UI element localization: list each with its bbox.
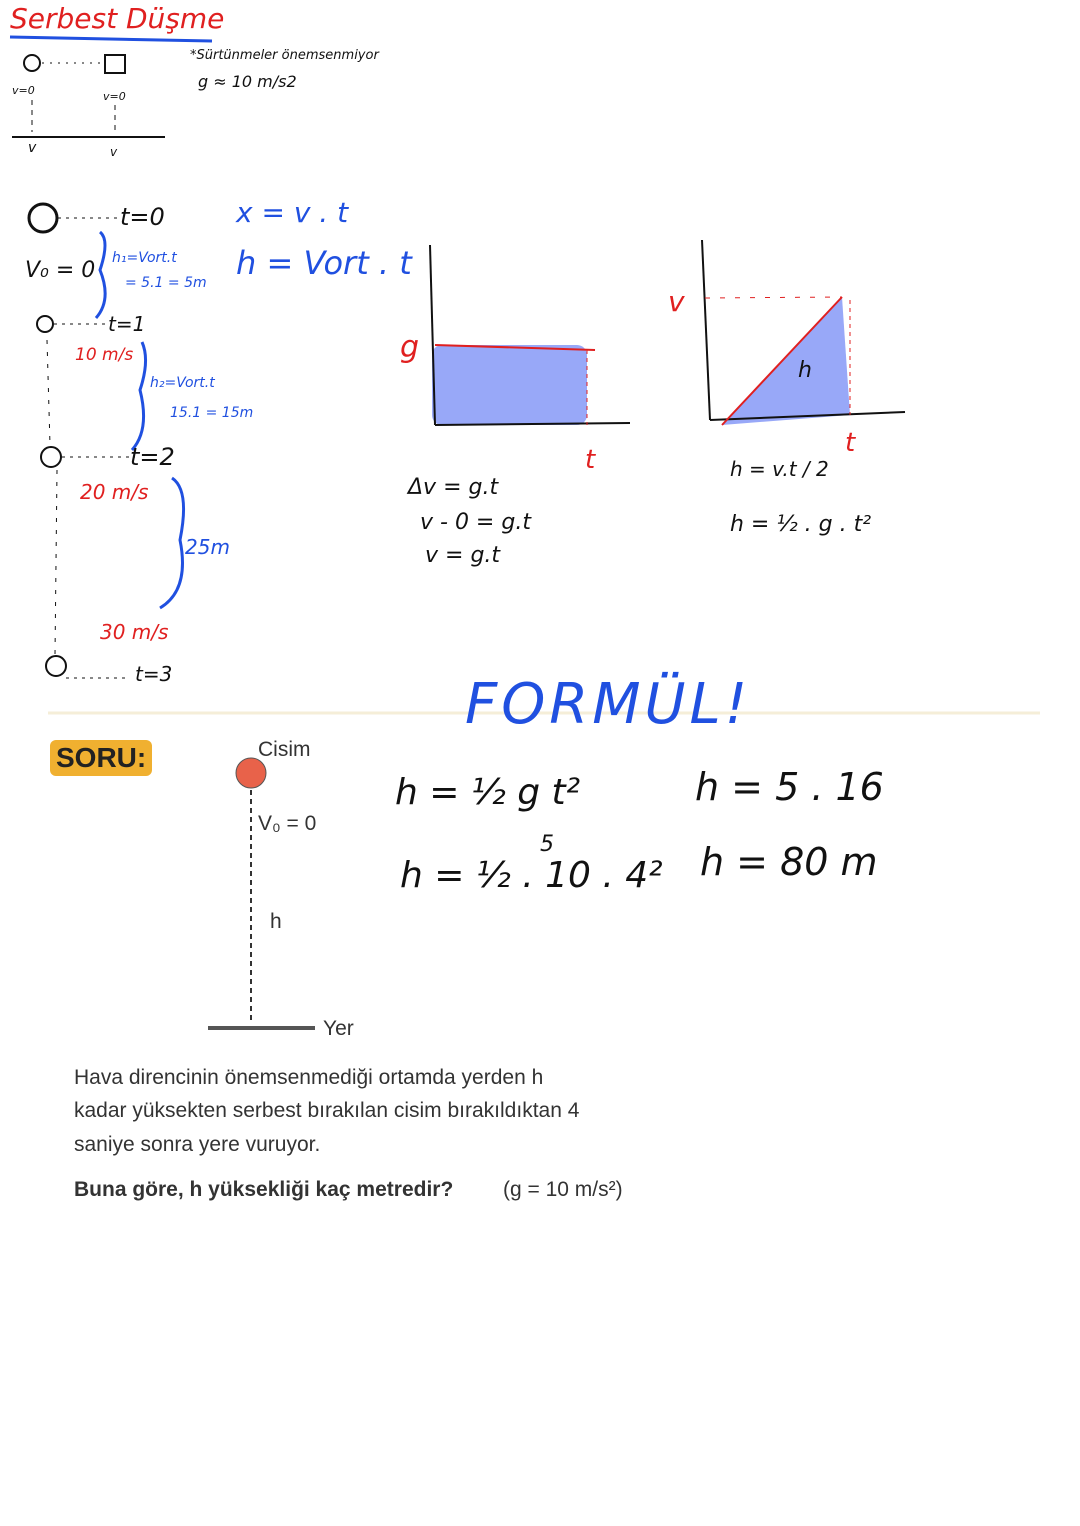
box-icon xyxy=(105,55,125,73)
soru-badge: SORU: xyxy=(50,740,152,776)
t3-label: t=3 xyxy=(135,662,173,686)
solution-line1: h = ½ g t² xyxy=(395,772,581,813)
graph1-eq3: v = g.t xyxy=(425,543,501,568)
h-formula: h = Vort . t xyxy=(236,244,412,282)
graph1-y-label: g xyxy=(400,330,420,365)
formul-title: FORMÜL! xyxy=(465,672,752,737)
ball-t2-icon xyxy=(41,447,61,467)
ground-label: Yer xyxy=(323,1017,354,1040)
question-text-2: kadar yüksekten serbest bırakılan cisim bırakıldıktan 4 xyxy=(74,1099,580,1122)
graph2-x-label: t xyxy=(845,428,856,458)
h3-value: 25m xyxy=(185,535,230,559)
v0-label: V₀ = 0 xyxy=(25,258,96,283)
ball-t0-icon xyxy=(29,204,57,232)
h2-value: 15.1 = 15m xyxy=(170,405,254,421)
h2-formula: h₂=Vort.t xyxy=(150,375,215,391)
question-text-1: Hava direncinin önemsenmediği ortamda yerden h xyxy=(74,1066,544,1089)
solution-right2: h = 80 m xyxy=(700,840,878,884)
left-v0: v=0 xyxy=(12,84,35,97)
x-formula: x = v . t xyxy=(236,196,349,229)
graph1-eq2: v - 0 = g.t xyxy=(420,510,531,535)
graph2-area-label: h xyxy=(798,358,812,383)
graph2-y-label: v xyxy=(668,285,685,318)
ball-t1-icon xyxy=(37,316,53,332)
graph2-eq1: h = v.t / 2 xyxy=(730,457,829,481)
right-v: v xyxy=(110,145,118,159)
question-text-3: saniye sonra yere vuruyor. xyxy=(74,1133,321,1156)
right-v0: v=0 xyxy=(103,90,126,103)
title-underline xyxy=(10,37,212,41)
t2-label: t=2 xyxy=(130,443,175,471)
t0-label: t=0 xyxy=(120,203,165,231)
v3-label: 30 m/s xyxy=(100,620,169,644)
v1-label: 10 m/s xyxy=(75,345,134,365)
question-gravity: (g = 10 m/s²) xyxy=(503,1178,623,1201)
question-ask: Buna göre, h yüksekliği kaç metredir? xyxy=(74,1178,454,1201)
graph1-eq1: Δv = g.t xyxy=(408,475,499,500)
solution-right1: h = 5 . 16 xyxy=(695,765,884,809)
gravity-note: g ≈ 10 m/s2 xyxy=(198,72,297,91)
ball-t3-icon xyxy=(46,656,66,676)
graph1-area xyxy=(432,345,587,425)
ball-icon xyxy=(24,55,40,71)
object-label: Cisim xyxy=(258,738,311,761)
solution-line2: h = ½ . 10 . 4² xyxy=(400,855,663,896)
v2-label: 20 m/s xyxy=(80,480,149,504)
graph1-x-label: t xyxy=(585,445,596,475)
t1-label: t=1 xyxy=(108,312,146,336)
page-title: Serbest Düşme xyxy=(10,2,225,35)
graph2-eq2: h = ½ . g . t² xyxy=(730,512,872,537)
v0-question-label: V₀ = 0 xyxy=(258,812,317,835)
h1-value: = 5.1 = 5m xyxy=(125,275,207,291)
h1-formula: h₁=Vort.t xyxy=(112,250,177,266)
solution-note: 5 xyxy=(540,832,554,857)
object-ball-icon xyxy=(236,758,266,788)
left-v: v xyxy=(28,140,37,156)
h-label: h xyxy=(270,910,282,933)
friction-note: *Sürtünmeler önemsenmiyor xyxy=(190,48,379,63)
